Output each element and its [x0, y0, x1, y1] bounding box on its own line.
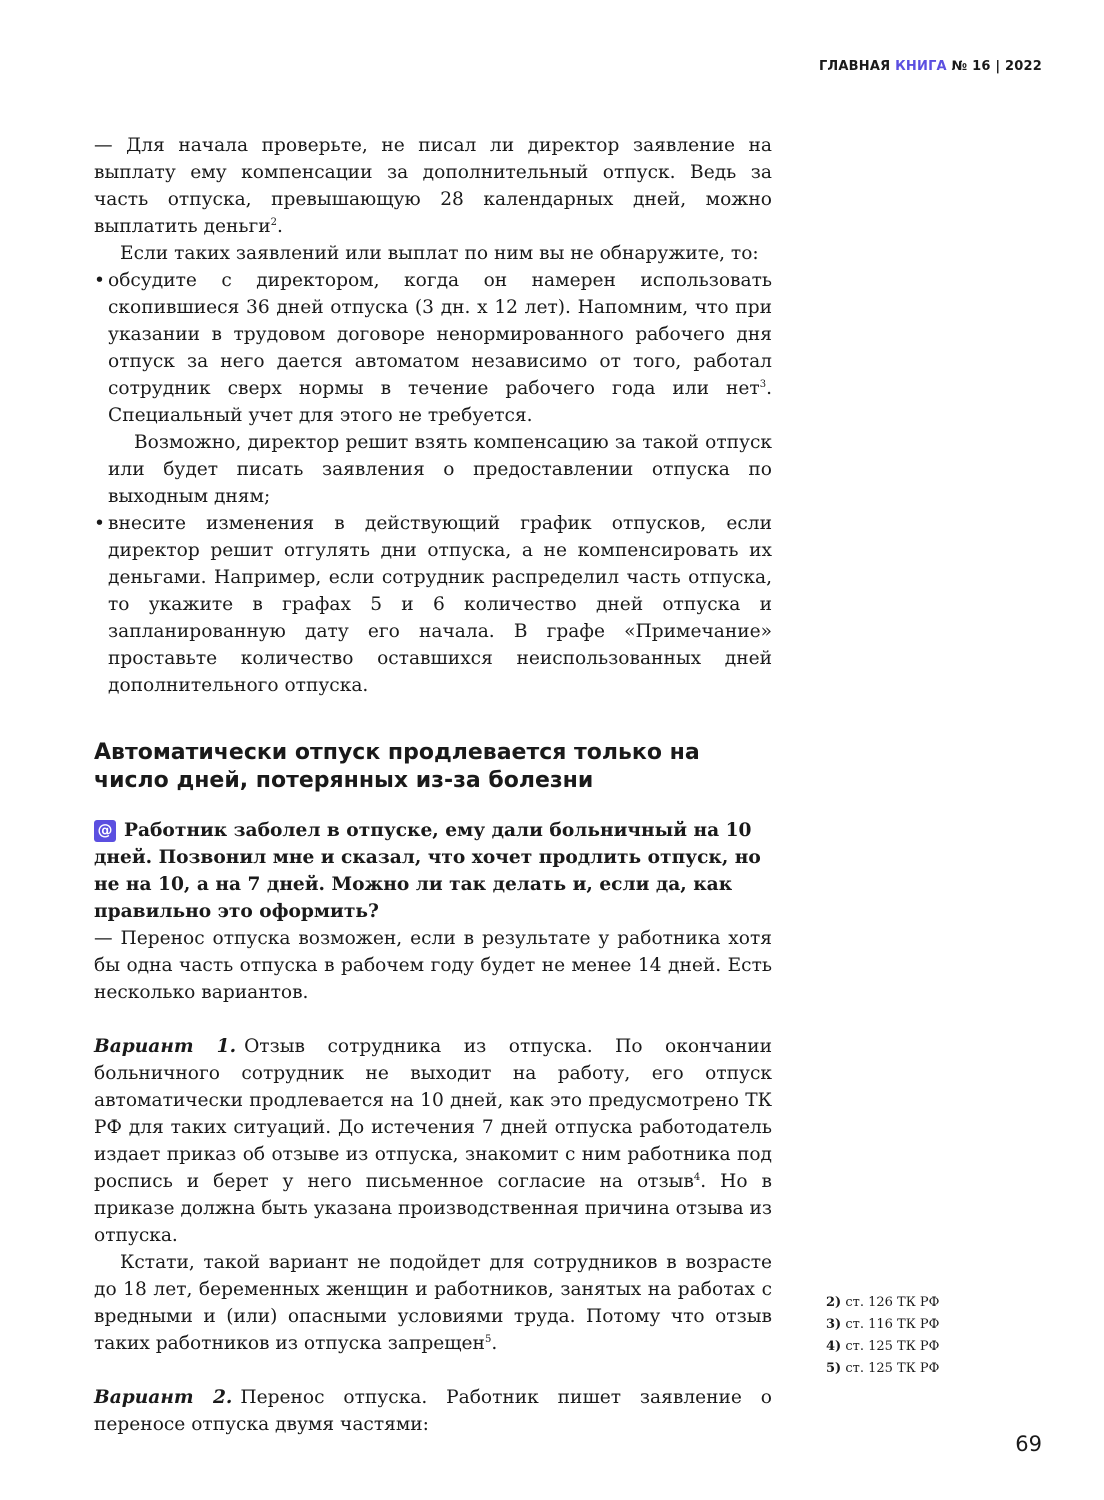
paragraph-text: Кстати, такой вариант не подойдет для сотрудников в возрасте до 18 лет, беременных женщин и работников, занятых на работах с вредными и (или) опасными условиями труда. Потому что отзыв таких работников из отпуска запрещен	[94, 1252, 772, 1354]
brand-name-part1: ГЛАВНАЯ	[818, 59, 891, 74]
answer-text: — Для начала проверьте, не писал ли директор заявление на выплату ему компенсации за дополнительный отпуск. Ведь за часть отпуска, превышающую 28 календарных дней, можно выплатить деньги	[94, 135, 772, 237]
footnote-text: ст. 125 ТК РФ	[845, 1361, 940, 1376]
reader-question	[94, 817, 772, 925]
paragraph: Если таких заявлений или выплат по ним вы не обнаружите, то:	[120, 243, 759, 264]
footnote-item	[826, 1358, 939, 1380]
recommendation-list	[94, 510, 772, 699]
footnotes	[826, 1292, 939, 1380]
footnote-item	[826, 1292, 939, 1314]
running-header	[819, 59, 1042, 74]
variant-text: Перенос отпуска. Работник пишет заявление о переносе отпуска двумя частями:	[94, 1387, 772, 1435]
question-text: Работник заболел в отпуске, ему дали больничный на 10 дней. Позвонил мне и сказал, что хочет продлить отпуск, но не на 10, а на 7 дней. Можно ли так делать и, если да, как правильно это оформить?	[94, 820, 761, 922]
footnote-ref: 4	[693, 1171, 701, 1183]
answer-paragraph-1	[94, 132, 772, 240]
footnote-number: 5)	[826, 1361, 842, 1376]
variant-2-title: Вариант 2.	[94, 1387, 233, 1408]
recommendation-list	[94, 267, 772, 429]
variant-text: Отзыв сотрудника из отпуска. По окончании больничного сотрудник не выходит на работу, его отпуск автоматически продлевается на 10 дней, как это предусмотрено ТК РФ для таких ситуаций. До истечения 7 дней отпуска работодатель издает приказ об отзыве из отпуска, знакомит с ним работника под роспись и берет у него письменное согласие на отзыв	[94, 1036, 772, 1192]
footnote-number: 2)	[826, 1295, 842, 1310]
list-item-text: обсудите с директором, когда он намерен использовать скопившиеся 36 дней отпуска (3 дн. х 12 лет). Напомним, что при указании в трудовом договоре ненормированного рабочего дня отпуск за него дается автоматом независимо от того, работал сотрудник сверх нормы в течение рабочего года или нет	[108, 270, 772, 399]
footnote-number: 4)	[826, 1339, 842, 1354]
paragraph	[94, 1249, 772, 1357]
variant-2-paragraph	[94, 1384, 772, 1438]
footnote-item	[826, 1314, 939, 1336]
footnote-ref: 5	[484, 1333, 492, 1345]
section-heading: Автоматически отпуск продлевается только на число дней, потерянных из-за болезни	[94, 740, 700, 793]
brand-name-part2: КНИГА	[895, 59, 947, 74]
issue-number: № 16 | 2022	[951, 59, 1042, 74]
list-item-continuation: Возможно, директор решит взять компенсацию за такой отпуск или будет писать заявления о предоставлении отпуска по выходным дням;	[108, 432, 772, 507]
answer-paragraph: — Перенос отпуска возможен, если в результате у работника хотя бы одна часть отпуска в рабочем году будет не менее 14 дней. Есть несколько вариантов.	[94, 928, 772, 1003]
list-item-text: . Специальный учет для этого не требуется.	[108, 378, 772, 426]
page-number: 69	[1015, 1432, 1042, 1456]
email-at-icon: @	[94, 820, 116, 842]
article-body	[94, 132, 772, 1438]
list-item: • внесите изменения в действующий график отпусков, если директор решит отгулять дни отпуска, а не компенсировать их деньгами. Например, если сотрудник распределил часть отпуска, то укажите в графах 5 и 6 количество дней отпуска и запланированную дату его начала. В графе «Примечание» проставьте количество оставшихся неиспользованных дней дополнительного отпуска.	[94, 510, 772, 699]
footnote-ref: 3	[759, 378, 767, 390]
footnote-text: ст. 126 ТК РФ	[845, 1295, 940, 1310]
punctuation: .	[491, 1333, 498, 1354]
footnote-item	[826, 1336, 939, 1358]
variant-1-paragraph	[94, 1033, 772, 1249]
footnote-text: ст. 125 ТК РФ	[845, 1339, 940, 1354]
punctuation: .	[277, 216, 283, 237]
variant-1-title: Вариант 1.	[94, 1036, 237, 1057]
footnote-text: ст. 116 ТК РФ	[845, 1317, 940, 1332]
variant-text: . Но в приказе должна быть указана производственная причина отзыва из отпуска.	[94, 1171, 773, 1246]
footnote-ref: 2	[270, 216, 278, 228]
footnote-number: 3)	[826, 1317, 842, 1332]
list-item	[94, 267, 772, 429]
